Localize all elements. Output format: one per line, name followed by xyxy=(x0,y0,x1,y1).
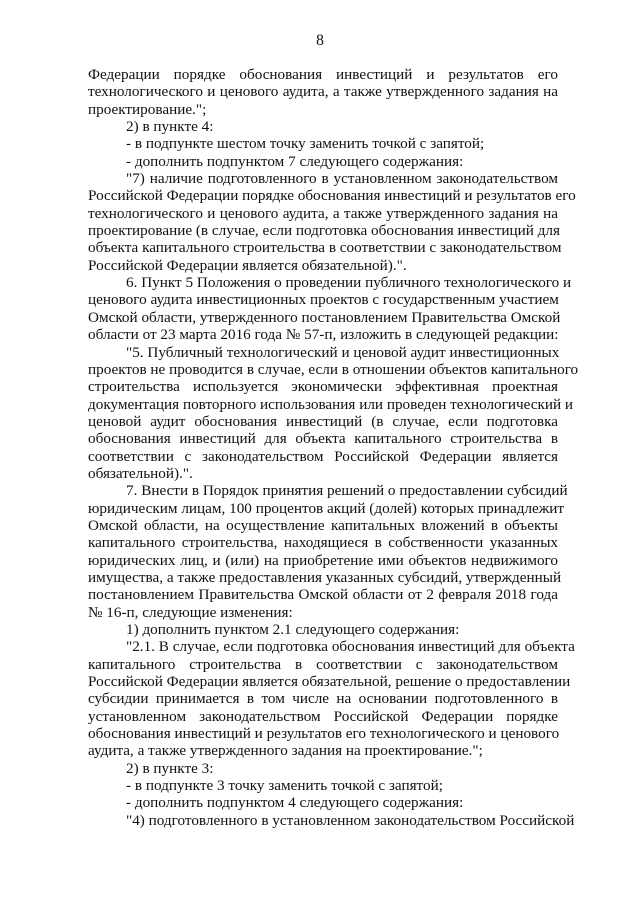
text-line: обоснования инвестиций и результатов его технологического и ценового xyxy=(88,725,560,743)
text-line: "2.1. В случае, если подготовка обоснования инвестиций для объекта xyxy=(126,638,575,656)
text-line: области от 23 марта 2016 года № 57-п, изложить в следующей редакции: xyxy=(88,326,559,344)
text-line: "5. Публичный технологический и ценовой аудит инвестиционных xyxy=(126,343,560,361)
text-line: установленном законодательством Российской Федерации порядке xyxy=(88,707,558,725)
text-line: 2) в пункте 3: xyxy=(126,759,214,777)
text-line: юридических лиц, и (или) на приобретение ими объектов недвижимого xyxy=(88,551,558,569)
text-line: субсидии принимается в том числе на основании подготовленного в xyxy=(88,690,558,708)
text-line: Омской области, утвержденного постановлением Правительства Омской xyxy=(88,308,561,326)
text-line: соответствии с законодательством Российской Федерации является xyxy=(88,447,558,465)
text-line: технологического и ценового аудита, а также утвержденного задания на xyxy=(88,204,558,222)
text-line: проектов не проводится в случае, если в отношении объектов капитального xyxy=(88,360,579,378)
text-line: обоснования инвестиций для объекта капитального строительства в xyxy=(88,430,558,448)
text-line: Федерации порядке обоснования инвестиций и результатов его xyxy=(88,66,558,83)
text-line: ценовой аудит обоснования инвестиций (в случае, если подготовка xyxy=(88,412,558,430)
text-line: - дополнить подпунктом 4 следующего содержания: xyxy=(126,794,464,812)
text-line: постановлением Правительства Омской области от 2 февраля 2018 года xyxy=(88,586,558,604)
text-line: 1) дополнить пунктом 2.1 следующего содержания: xyxy=(126,621,460,638)
text-line: Российской Федерации является обязательной, решение о предоставлении xyxy=(88,673,571,691)
text-line: Омской области, на осуществление капитальных вложений в объекты xyxy=(88,516,558,534)
text-line: обязательной).". xyxy=(88,464,193,482)
text-line: "4) подготовленного в установленном законодательством Российской xyxy=(126,811,575,829)
text-line: 6. Пункт 5 Положения о проведении публичного технологического и xyxy=(126,274,572,292)
text-line: проектирование (в случае, если подготовка обоснования инвестиций для xyxy=(88,222,560,240)
text-line: аудита, а также утвержденного задания на проектирование."; xyxy=(88,742,483,760)
text-line: 7. Внести в Порядок принятия решений о предоставлении субсидий xyxy=(126,482,568,500)
text-line: Российской Федерации порядке обоснования инвестиций и результатов его xyxy=(88,187,576,205)
text-line: - в подпункте шестом точку заменить точкой с запятой; xyxy=(126,135,485,153)
document-body xyxy=(88,66,579,829)
text-line: проектирование."; xyxy=(88,100,207,118)
text-line: - дополнить подпунктом 7 следующего содержания: xyxy=(126,152,464,170)
text-line: юридическим лицам, 100 процентов акций (долей) которых принадлежит xyxy=(88,499,565,517)
text-line: Российской Федерации является обязательной).". xyxy=(88,256,407,274)
text-line: № 16-п, следующие изменения: xyxy=(88,603,293,621)
text-line: капитального строительства, находящиеся в собственности указанных xyxy=(88,534,558,552)
text-line: - в подпункте 3 точку заменить точкой с запятой; xyxy=(126,777,443,795)
text-line: технологического и ценового аудита, а также утвержденного задания на xyxy=(88,83,558,101)
page-number: 8 xyxy=(316,32,324,49)
text-line: "7) наличие подготовленного в установленном законодательством xyxy=(126,170,558,188)
text-line: объекта капитального строительства в соответствии с законодательством xyxy=(88,239,562,257)
text-line: ценового аудита инвестиционных проектов с государственным участием xyxy=(88,291,559,309)
text-line: капитального строительства в соответствии с законодательством xyxy=(88,655,558,673)
text-line: документация повторного использования или проведен технологический и xyxy=(88,395,574,413)
text-line: строительства используется экономически эффективная проектная xyxy=(88,378,558,396)
text-line: 2) в пункте 4: xyxy=(126,118,214,136)
text-line: имущества, а также предоставления указанных субсидий, утвержденный xyxy=(88,568,562,586)
